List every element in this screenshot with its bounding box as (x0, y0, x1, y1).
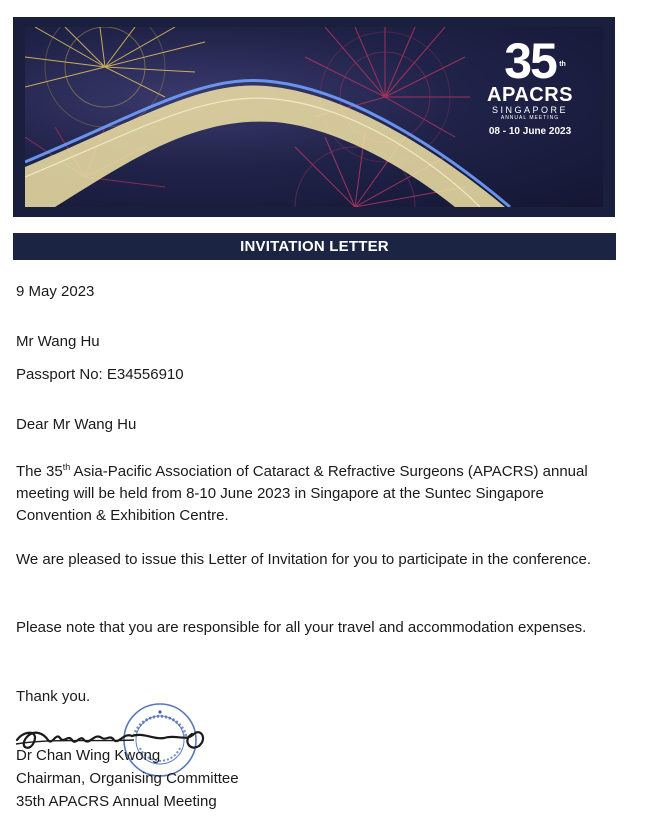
edition-suffix: th (559, 61, 566, 68)
signatory-role: Chairman, Organising Committee (16, 770, 239, 787)
banner-photo (25, 27, 603, 207)
event-dates: 08 - 10 June 2023 (488, 126, 572, 137)
paragraph-event-info: The 35th Asia-Pacific Association of Cataract & Refractive Surgeons (APACRS) annual meeting will be held from 8-10 June 2023 in Singapore at the Suntec Singapore Convention & Exhibition Centre. (16, 462, 588, 524)
signatory-event: 35th APACRS Annual Meeting (16, 793, 217, 810)
event-brand (475, 33, 585, 139)
passport-number: Passport No: E34556910 (16, 366, 184, 383)
city-name: SINGAPORE (491, 105, 568, 115)
letter-title: INVITATION LETTER (13, 233, 616, 260)
recipient-name: Mr Wang Hu (16, 333, 100, 350)
org-name: APACRS (487, 84, 573, 106)
paragraph-expenses: Please note that you are responsible for all your travel and accommodation expenses. (16, 619, 587, 636)
closing: Thank you. (16, 688, 91, 705)
edition-number: 35 th (504, 33, 566, 89)
salutation: Dear Mr Wang Hu (16, 416, 137, 433)
paragraph-invitation: We are pleased to issue this Letter of Invitation for you to participate in the conference. (16, 551, 592, 568)
meeting-type: ANNUAL MEETING (500, 115, 560, 121)
signatory-name: Dr Chan Wing Kwong (16, 747, 161, 764)
letter-date: 9 May 2023 (16, 283, 95, 300)
header-banner (13, 17, 615, 217)
